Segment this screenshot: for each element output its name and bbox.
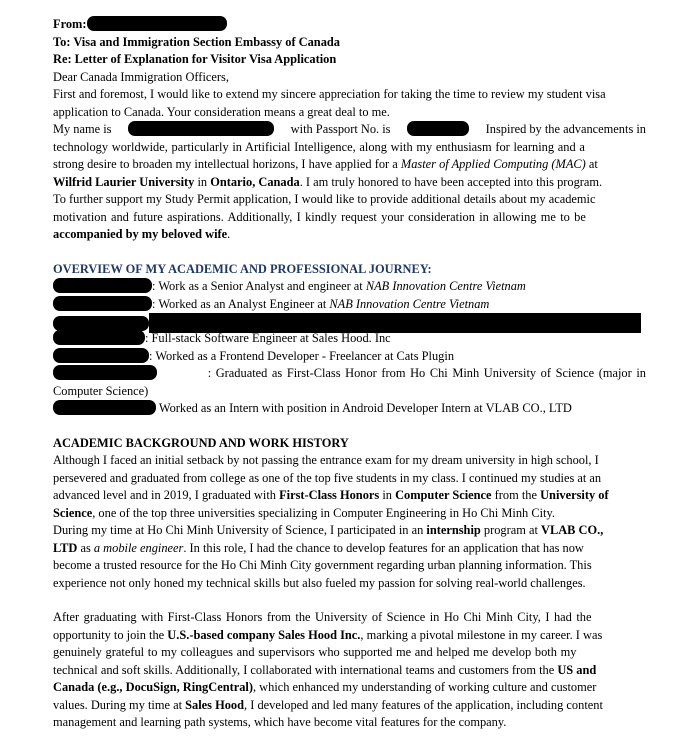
redacted-name [128, 121, 274, 136]
academic-line: During my time at Ho Chi Minh University of Science, I participated in an internship program at VLAB CO., [53, 523, 604, 537]
redacted-date [53, 278, 152, 293]
academic-line: Science, one of the top three universities specializing in Computer Engineering in Ho Chi Minh City. [53, 505, 555, 520]
academic-line: Canada (e.g., DocuSign, RingCentral), which enhanced my understanding of working culture and customer [53, 680, 597, 694]
academic-line: management and learning path systems, which have become vital features for the company. [53, 715, 507, 729]
para1-line1: First and foremost, I would like to extend my sincere appreciation for taking the time to review my student visa [53, 87, 606, 101]
letter-document [53, 16, 646, 732]
para2-line4: Wilfrid Laurier University in Ontario, Canada. I am truly honored to have been accepted into this program. [53, 174, 603, 189]
para3-line3: accompanied by my beloved wife. [53, 227, 231, 241]
para3-line2: motivation and future aspirations. Additionally, I kindly request your consideration in allowing me to be [53, 209, 586, 224]
academic-line: technical and soft skills. Additionally, I collaborated with international teams and customers from the US and [53, 662, 597, 677]
from-label: From: [53, 17, 87, 31]
academic-line: experience not only honed my technical skills but also fueled my passion for solving real-world challenges. [53, 575, 586, 590]
redacted-passport [407, 121, 469, 136]
to-line: To: Visa and Immigration Section Embassy of Canada [53, 34, 340, 49]
redacted-sender [87, 16, 227, 31]
academic-line: genuinely grateful to my colleagues and supervisors who supported me and helped me develop both my [53, 645, 577, 659]
overview-item-redacted [53, 313, 646, 330]
overview-item: : Full-stack Software Engineer at Sales Hood. Inc [53, 330, 646, 348]
redacted-date [53, 348, 149, 363]
redacted-date [53, 330, 145, 345]
academic-line: After graduating with First-Class Honors from the University of Science in Ho Chi Minh City, I had the [53, 610, 592, 624]
academic-line: Although I faced an initial setback by not passing the entrance exam for my dream university in high school, I [53, 453, 599, 467]
overview-item: : Work as a Senior Analyst and engineer at NAB Innovation Centre Vietnam [53, 278, 646, 296]
para2-line1: My name is with Passport No. is Inspired by the advancements in [53, 122, 646, 136]
overview-item: : Graduated as First-Class Honor from Ho Chi Minh University of Science (major in [53, 365, 646, 383]
overview-item: Worked as an Intern with position in Android Developer Intern at VLAB CO., LTD [53, 400, 646, 418]
academic-line: LTD as a mobile engineer. In this role, I had the chance to develop features for an application that has now [53, 540, 584, 555]
redacted-date [53, 316, 149, 331]
overview-item: : Worked as an Analyst Engineer at NAB Innovation Centre Vietnam [53, 296, 646, 314]
academic-line: advanced level and in 2019, I graduated with First-Class Honors in Computer Science from the University of [53, 488, 609, 502]
para2-line3: strong desire to broaden my intellectual horizons, I have applied for a Master of Applied Computing (MAC) at [53, 157, 598, 171]
overview-item: : Worked as a Frontend Developer - Freelancer at Cats Plugin [53, 348, 646, 366]
redacted-date [53, 400, 156, 415]
overview-title: OVERVIEW OF MY ACADEMIC AND PROFESSIONAL JOURNEY: [53, 261, 432, 276]
redacted-date [53, 296, 152, 311]
from-line [53, 16, 646, 34]
academic-line: values. During my time at Sales Hood, I developed and led many features of the application, including content [53, 697, 603, 712]
para1-line2: application to Canada. Your consideration means a great deal to me. [53, 104, 390, 119]
academic-line: become a trusted resource for the Ho Chi Minh City government regarding urban planning information. This [53, 558, 592, 572]
para3-line1: To further support my Study Permit application, I would like to provide additional details about my academic [53, 192, 596, 206]
para2-line2: technology worldwide, particularly in Artificial Intelligence, along with my enthusiasm for learning and a [53, 139, 585, 154]
academic-line: opportunity to join the U.S.-based company Sales Hood Inc., marking a pivotal milestone in my career. I was [53, 627, 603, 642]
academic-title: ACADEMIC BACKGROUND AND WORK HISTORY [53, 435, 349, 450]
salutation: Dear Canada Immigration Officers, [53, 69, 229, 84]
academic-line: persevered and graduated from college as one of the top five students in my class. I continued my studies at an [53, 470, 602, 485]
re-line: Re: Letter of Explanation for Visitor Visa Application [53, 52, 337, 66]
redacted-date [53, 365, 157, 380]
overview-item-cont: Computer Science) [53, 383, 149, 398]
